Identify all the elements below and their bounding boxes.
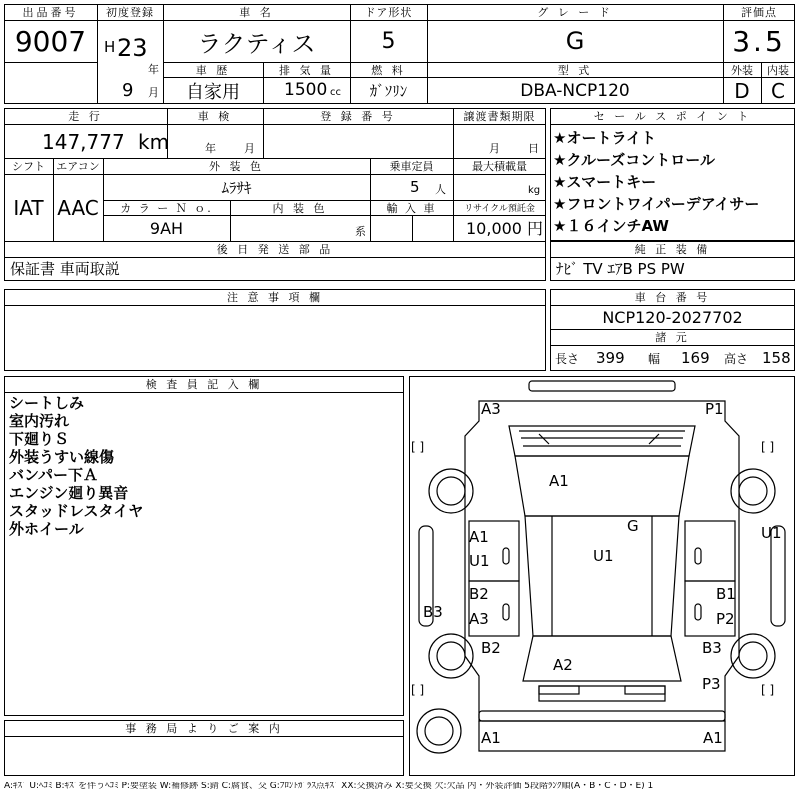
width-label: 幅 [648,352,661,366]
inspector-line: 室内汚れ [9,412,70,430]
sales-point-item: ★オートライト [553,129,656,147]
exterior-color: ﾑﾗｻｷ [221,178,252,197]
mark-a1-rear-right: A1 [703,729,723,747]
mark-p3-right-rear-fender: P3 [702,675,721,693]
mark-g-windshield: G [627,517,639,535]
mark-b3-right-rear-fender: B3 [702,639,722,657]
shift-header: シフト [12,160,45,173]
inspector-line: 外装うすい線傷 [9,448,115,466]
displacement-header: 排 気 量 [279,63,334,77]
length: 399 [596,349,625,367]
office-header: 事 務 局 よ り ご 案 内 [125,722,283,735]
recycle-unit: 円 [527,219,544,238]
transfer-deadline-header: 譲渡書類期限 [463,110,536,123]
inspector-line: スタッドレスタイヤ [9,502,144,520]
sales-point-item: ★クルーズコントロール [553,151,715,169]
shift: IAT [13,195,44,220]
chassis-header: 車 台 番 号 [634,291,711,304]
lot-number-header: 出品番号 [22,6,79,19]
sales-points-header: セ ー ル ス ポ イ ン ト [593,110,752,123]
year-unit: 年 [148,63,159,76]
import-header: 輸 入 車 [386,201,437,215]
mark-a1-hood: A1 [549,472,569,490]
era: H [104,38,116,56]
bracket-left-top: [ ] [411,440,425,454]
mark-b1-right-rear-door: B1 [716,585,736,603]
recycle-header: リサイクル預託金 [464,204,535,214]
mark-b2-left-rear-fender: B2 [481,639,501,657]
car-name: ラクティス [197,29,316,58]
width: 169 [681,349,710,367]
inspector-line: 外ホイール [9,520,84,538]
color-number-header: カ ラ ー Ｎ ｏ. [120,201,213,215]
inspection-header: 車 検 [197,110,233,123]
genuine-equipment-header: 純 正 装 備 [634,243,711,256]
inspector-line: エンジン廻り異音 [9,484,129,502]
interior-header: 内装 [767,63,789,77]
mileage-header: 走 行 [68,110,103,123]
mark-u1-left-door: U1 [469,552,490,570]
inspector-line: バンパー下Ａ [9,466,98,484]
specs-header: 諸 元 [655,331,690,344]
capacity: 5 [410,178,420,196]
notes-header: 注 意 事 項 欄 [227,291,323,304]
inspector-line: シートしみ [9,394,85,412]
max-load-unit: kg [528,185,541,196]
later-parts: 保証書 車両取説 [10,260,120,278]
deadline-month-unit: 月 [489,142,500,155]
legend: A:ｷｽﾞ U:ﾍｺﾐ B:ｷｽﾞを伴うﾍｺﾐ P:要塗装 W:補修跡 S:錆 C:腐食、交 G:ﾌﾛﾝﾄｶﾞﾗｽ点ｷｽﾞ XX:交換済み X:要交換 欠:欠品 内・外装評価 5段階ﾗﾝｸ順(A・B・C・D・E) 1 [4,782,654,791]
history: 自家用 [186,81,240,103]
mark-a3-left-rear-door: A3 [469,610,489,628]
car-name-header: 車 名 [239,6,274,19]
capacity-header: 乗車定員 [389,160,434,173]
inspection-month-unit: 月 [244,142,255,155]
car-diagram [409,376,795,776]
ac-header: エアコン [56,160,100,173]
bracket-right-bottom: [ ] [761,683,775,697]
recycle-fee: 10,000 [466,219,522,238]
doors: 5 [381,28,396,54]
sales-point-item: ★フロントワイパーデアイサー [553,195,760,213]
later-parts-header: 後 日 発 送 部 品 [216,243,334,256]
fuel: ｶﾞｿﾘﾝ [369,82,408,100]
chassis-number: NCP120-2027702 [602,307,743,327]
mark-p1-front-right: P1 [705,400,724,418]
capacity-unit: 人 [435,183,446,196]
mark-b2-left-rear-door: B2 [469,585,489,603]
genuine-equipment: ﾅﾋﾞ TV ｴｱB PS PW [556,260,685,278]
registration-month: 9 [122,80,134,101]
door-type-header: ドア形状 [364,6,413,19]
exterior-color-header: 外 装 色 [209,160,264,173]
bracket-right-top: [ ] [761,440,775,454]
interior-color-header: 内 装 色 [272,201,328,215]
mark-a1-rear-left: A1 [481,729,501,747]
exterior-score: D [734,78,750,103]
history-header: 車 歴 [195,63,231,77]
displacement-unit: cc [330,87,341,98]
lot-number: 9007 [14,24,87,58]
mark-u1-right-fender: U1 [761,524,782,542]
displacement: 1500 [284,80,328,100]
mark-a3-front-left: A3 [481,400,501,418]
fuel-header: 燃 料 [371,63,406,77]
interior-score: C [771,78,785,103]
mark-p2-right-rear-door: P2 [716,610,735,628]
length-label: 長さ [555,352,580,366]
overall-score: 3.5 [732,24,786,58]
registration-number-header: 登 録 番 号 [320,110,396,123]
first-registration-header: 初度登録 [106,6,154,19]
inspection-year-unit: 年 [205,142,216,155]
inspector-header: 検 査 員 記 入 欄 [145,378,263,391]
exterior-header: 外装 [731,63,753,77]
interior-color-unit: 系 [355,225,366,238]
mark-u1-roof: U1 [593,547,614,565]
color-number: 9AH [149,218,184,238]
grade-header: グ レ ー ド [537,6,613,19]
sales-point-item: ★１６インチAW [553,217,669,235]
sales-point-item: ★スマートキー [553,173,657,191]
ac: AAC [57,195,99,220]
mark-b3-left-side: B3 [423,603,443,621]
height-label: 高さ [724,352,749,366]
mark-a1-left-door: A1 [469,528,489,546]
bracket-left-bottom: [ ] [411,683,425,697]
month-unit: 月 [148,86,159,99]
model-code: DBA-NCP120 [520,80,630,101]
score-header: 評価点 [741,6,777,19]
mileage-unit: km [138,130,170,154]
mileage: 147,777 [42,130,125,154]
height: 158 [762,349,791,367]
model-header: 型 式 [557,63,593,77]
grade: G [565,27,585,55]
deadline-day-unit: 日 [528,142,539,155]
mark-a2-trunk: A2 [553,656,573,674]
registration-year: 23 [117,34,148,62]
inspector-line: 下廻りＳ [9,430,70,448]
max-load-header: 最大積載量 [472,160,527,173]
